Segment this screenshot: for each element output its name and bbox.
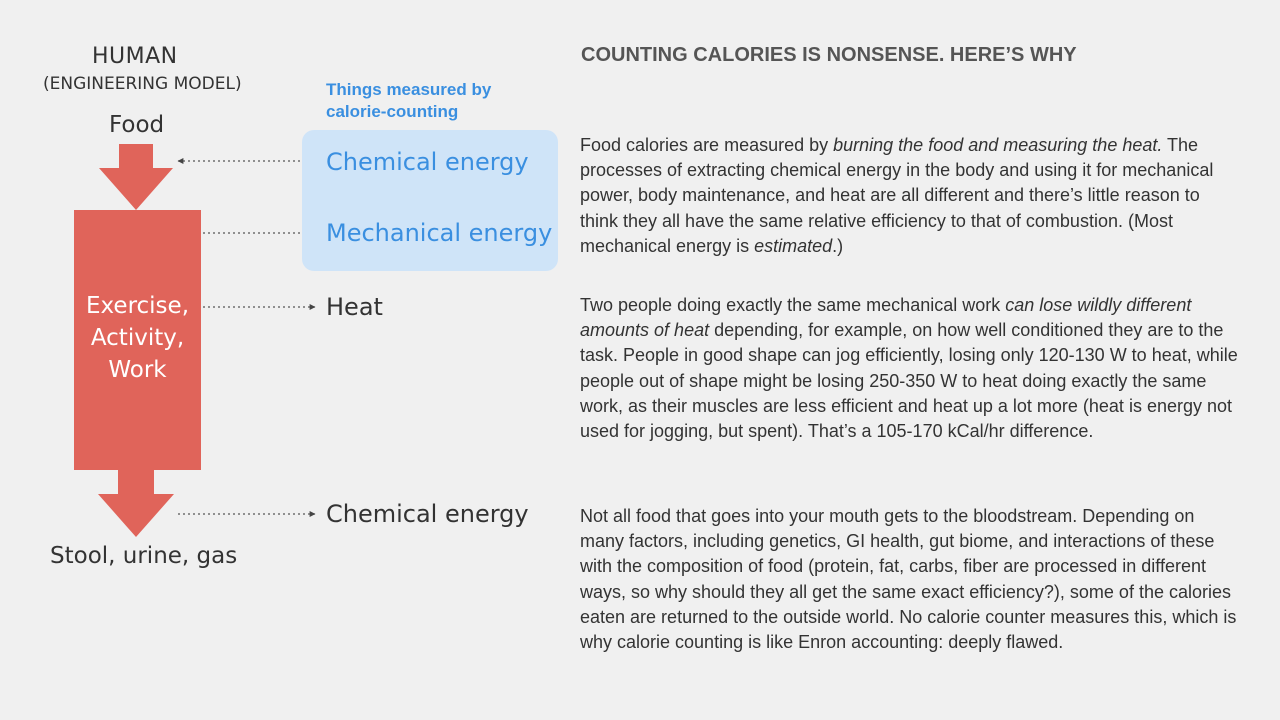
text-run-italic: can lose wildly different amounts of heat — [580, 295, 1192, 341]
page-title: COUNTING CALORIES IS NONSENSE. HERE’S WHY — [581, 44, 1077, 66]
text-run: Food calories are measured by — [580, 135, 834, 155]
block-line: Activity, — [90, 325, 185, 351]
text-run-italic: estimated — [754, 235, 833, 256]
output-arrow — [98, 470, 174, 537]
human-subtitle: (ENGINEERING MODEL) — [43, 74, 242, 94]
text-run: Two people doing exactly the same mechanical work — [580, 295, 1006, 315]
food-label: Food — [109, 112, 165, 138]
input-arrow — [99, 144, 173, 210]
text-run: .) — [832, 235, 844, 256]
human-title: HUMAN — [92, 44, 178, 69]
paragraph-absorption — [580, 504, 1240, 655]
text-run-italic: burning the food and measuring the heat. — [833, 135, 1163, 155]
output-label: Stool, urine, gas — [50, 543, 238, 569]
block-line: Work — [108, 357, 167, 383]
body-block-label — [74, 290, 201, 386]
paragraph-heat — [580, 293, 1240, 444]
text-run: depending, for example, on how well conditioned they are to the task. People in good shape can jog efficiently, losing only 120-130 W to heat, while people out of shape might be losing 250-350 W to heat doing exactly the same work, as their muscles are less efficient and heat up a lot more (heat is energy not used for jogging, but spent). That’s a 105-170 kCal/hr difference. — [580, 320, 1238, 442]
energy-mechanical: Mechanical energy — [326, 219, 553, 247]
energy-chemical-out: Chemical energy — [326, 500, 529, 528]
text-run: Not all food that goes into your mouth gets to the bloodstream. Depending on many factors, including genetics, GI health, gut biome, and interactions of these with the composition of food (protein, fat, carbs, fiber are processed in different ways, so why should they all get the same exact efficiency?), some of the calories eaten are returned to the outside world. No calorie counter measures this, which is why calorie counting is like Enron accounting: deeply flawed. — [580, 506, 1237, 653]
energy-heat: Heat — [326, 293, 383, 321]
block-line: Exercise, — [85, 293, 190, 319]
measured-title: Things measured by calorie-counting — [326, 80, 492, 121]
energy-chemical-in: Chemical energy — [326, 148, 529, 176]
paragraph-measurement — [580, 133, 1240, 259]
text-run: The processes of extracting chemical energy in the body and using it for mechanical power, body maintenance, and heat are all different and there’s little reason to think they all have the same relative efficiency to that of combustion. (Most mechanical energy is — [580, 135, 1214, 256]
